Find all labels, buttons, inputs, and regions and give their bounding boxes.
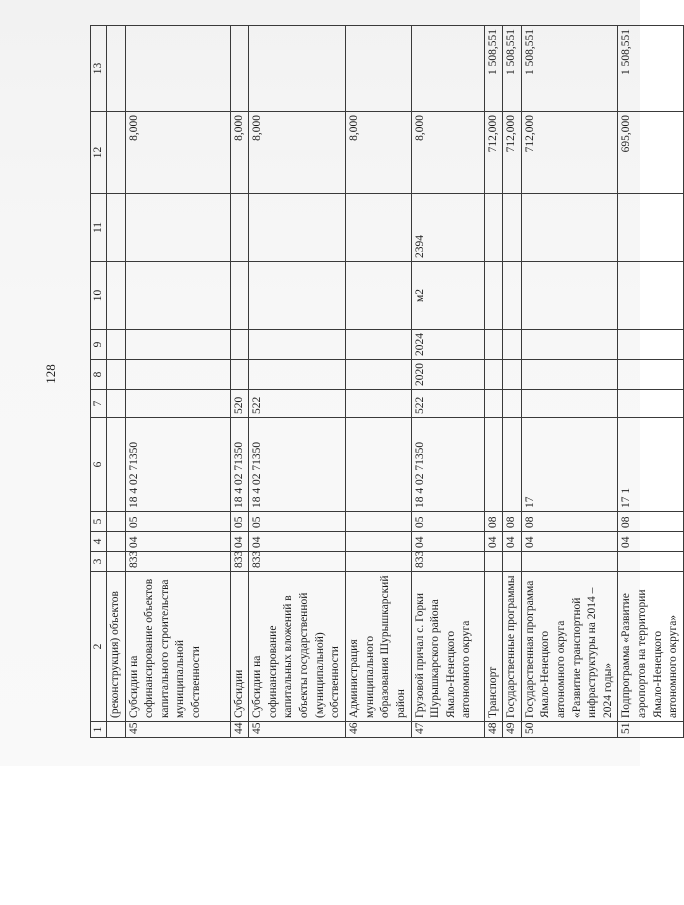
table-cell (618, 360, 683, 390)
table-cell: (реконструкция) объектов (107, 572, 126, 722)
table-cell (346, 262, 411, 330)
table-cell: 49 (503, 722, 522, 738)
table-cell (249, 26, 346, 112)
table-cell: 1 508,551 (521, 26, 618, 112)
header-cell: 8 (91, 360, 107, 390)
table-cell: 46 (346, 722, 411, 738)
table-cell: Субсидии (230, 572, 249, 722)
table-cell (503, 194, 522, 262)
table-cell: 04 (503, 532, 522, 552)
table-cell: 04 (618, 532, 683, 552)
table-cell (249, 330, 346, 360)
table-cell (411, 26, 484, 112)
table-cell (503, 390, 522, 418)
table-cell: 04 (125, 532, 230, 552)
table-cell: 17 1 (618, 418, 683, 512)
table-cell: 520 (230, 390, 249, 418)
table-cell: 2024 (411, 330, 484, 360)
table-cell: 04 (484, 532, 503, 552)
table-cell: 17 (521, 418, 618, 512)
table-cell (484, 418, 503, 512)
table-cell: 1 508,551 (503, 26, 522, 112)
table-cell: 04 (521, 532, 618, 552)
table-cell (249, 360, 346, 390)
table-cell (107, 532, 126, 552)
table-cell: 05 (230, 512, 249, 532)
table-cell (107, 26, 126, 112)
table-cell: 44 (230, 722, 249, 738)
table-cell (346, 26, 411, 112)
rotated-table-wrapper (90, 26, 680, 738)
header-cell: 13 (91, 26, 107, 112)
table-cell: 04 (230, 532, 249, 552)
table-cell: Субсидии на софинансирование объектов капитального строительства муниципальной собственности (125, 572, 230, 722)
table-cell: 48 (484, 722, 503, 738)
table-cell (249, 194, 346, 262)
table-row (618, 26, 683, 738)
table-cell: 50 (521, 722, 618, 738)
table-cell: 833 (411, 552, 484, 572)
table-cell: 833 (230, 552, 249, 572)
page-margin (0, 766, 640, 905)
table-row (107, 26, 126, 738)
table-cell (521, 552, 618, 572)
table-cell (346, 390, 411, 418)
table-cell: 45 (249, 722, 346, 738)
table-cell (107, 112, 126, 194)
table-cell: 51 (618, 722, 683, 738)
table-cell: 695,000 (618, 112, 683, 194)
table-cell (521, 330, 618, 360)
table-cell: 04 (411, 532, 484, 552)
table-cell: Грузовой причал с. Горки Шурышкарского района Ямало-Ненецкого автономного округа (411, 572, 484, 722)
table-cell (484, 194, 503, 262)
table-cell (346, 532, 411, 552)
table-cell: 05 (125, 512, 230, 532)
table-cell: 833 (125, 552, 230, 572)
table-cell: 18 4 02 71350 (249, 418, 346, 512)
table-row (230, 26, 249, 738)
table-cell: 833 (249, 552, 346, 572)
table-cell (618, 194, 683, 262)
table-cell (230, 194, 249, 262)
table-cell: 8,000 (125, 112, 230, 194)
table-cell: м2 (411, 262, 484, 330)
table-cell (521, 262, 618, 330)
table-body (91, 26, 684, 738)
table-cell (107, 552, 126, 572)
table-cell (230, 26, 249, 112)
table-cell (230, 262, 249, 330)
table-cell: 522 (411, 390, 484, 418)
table-cell (107, 418, 126, 512)
table-row (346, 26, 411, 738)
table-cell (107, 722, 126, 738)
header-cell: 5 (91, 512, 107, 532)
table-cell (484, 552, 503, 572)
table-row (411, 26, 484, 738)
table-cell: 1 508,551 (484, 26, 503, 112)
table-cell (346, 552, 411, 572)
table-cell: 8,000 (249, 112, 346, 194)
header-cell: 9 (91, 330, 107, 360)
table-cell: 08 (484, 512, 503, 532)
table-cell (346, 418, 411, 512)
table-cell (125, 194, 230, 262)
table-cell (107, 360, 126, 390)
table-cell (107, 330, 126, 360)
table-cell (125, 262, 230, 330)
header-cell: 3 (91, 552, 107, 572)
header-cell: 10 (91, 262, 107, 330)
page-number-text: 128 (43, 364, 58, 384)
table-cell (503, 262, 522, 330)
table-cell (125, 330, 230, 360)
table-cell: Транспорт (484, 572, 503, 722)
header-cell: 2 (91, 572, 107, 722)
table-cell (125, 390, 230, 418)
table-cell (618, 390, 683, 418)
table-row (249, 26, 346, 738)
table-cell: 2020 (411, 360, 484, 390)
table-cell (521, 390, 618, 418)
table-cell: 08 (618, 512, 683, 532)
table-cell: 45 (125, 722, 230, 738)
table-cell (521, 360, 618, 390)
header-cell: 11 (91, 194, 107, 262)
table-cell (125, 26, 230, 112)
table-cell: 18 4 02 71350 (125, 418, 230, 512)
table-cell: 2394 (411, 194, 484, 262)
table-cell (618, 552, 683, 572)
table-cell (618, 330, 683, 360)
table-cell: 18 4 02 71350 (411, 418, 484, 512)
header-cell: 4 (91, 532, 107, 552)
table-cell: 712,000 (521, 112, 618, 194)
table-cell: 8,000 (346, 112, 411, 194)
table-cell: 18 4 02 71350 (230, 418, 249, 512)
table-cell: 8,000 (411, 112, 484, 194)
table-cell (484, 390, 503, 418)
table-cell: Государственная программа Ямало-Ненецкого автономного округа «Развитие транспортной инфраструктуры на 2014 – 2024 годы» (521, 572, 618, 722)
table-cell (107, 194, 126, 262)
budget-table (90, 25, 684, 738)
table-cell (521, 194, 618, 262)
table-cell (346, 194, 411, 262)
table-cell: Субсидии на софинансирование капитальных вложений в объекты государственной (муниципальной) собственности (249, 572, 346, 722)
table-cell: 08 (521, 512, 618, 532)
table-cell: 05 (411, 512, 484, 532)
header-cell: 1 (91, 722, 107, 738)
table-cell: 08 (503, 512, 522, 532)
table-cell (125, 360, 230, 390)
table-cell (107, 262, 126, 330)
table-row (484, 26, 503, 738)
table-cell (484, 262, 503, 330)
table-cell (107, 390, 126, 418)
table-cell (503, 330, 522, 360)
table-cell (503, 552, 522, 572)
table-row (503, 26, 522, 738)
table-cell: 04 (249, 532, 346, 552)
header-cell: 6 (91, 418, 107, 512)
table-cell: 05 (249, 512, 346, 532)
table-cell: 712,000 (484, 112, 503, 194)
table-cell: Администрация муниципального образования Шурышкарский район (346, 572, 411, 722)
table-cell (230, 360, 249, 390)
table-cell: 522 (249, 390, 346, 418)
table-header-row (91, 26, 107, 738)
table-cell (346, 512, 411, 532)
table-cell (107, 512, 126, 532)
table-cell: Подпрограмма «Развитие аэропортов на территории Ямало-Ненецкого автономного округа» (618, 572, 683, 722)
table-cell (346, 330, 411, 360)
table-cell (618, 262, 683, 330)
table-cell (503, 418, 522, 512)
table-row (125, 26, 230, 738)
table-cell: 712,000 (503, 112, 522, 194)
header-cell: 12 (91, 112, 107, 194)
table-cell (346, 360, 411, 390)
table-cell: 47 (411, 722, 484, 738)
table-cell (230, 330, 249, 360)
table-cell: 8,000 (230, 112, 249, 194)
table-cell (484, 330, 503, 360)
table-cell (484, 360, 503, 390)
header-cell: 7 (91, 390, 107, 418)
table-row (521, 26, 618, 738)
table-cell: 1 508,551 (618, 26, 683, 112)
table-cell (249, 262, 346, 330)
table-cell: Государственные программы (503, 572, 522, 722)
table-cell (503, 360, 522, 390)
